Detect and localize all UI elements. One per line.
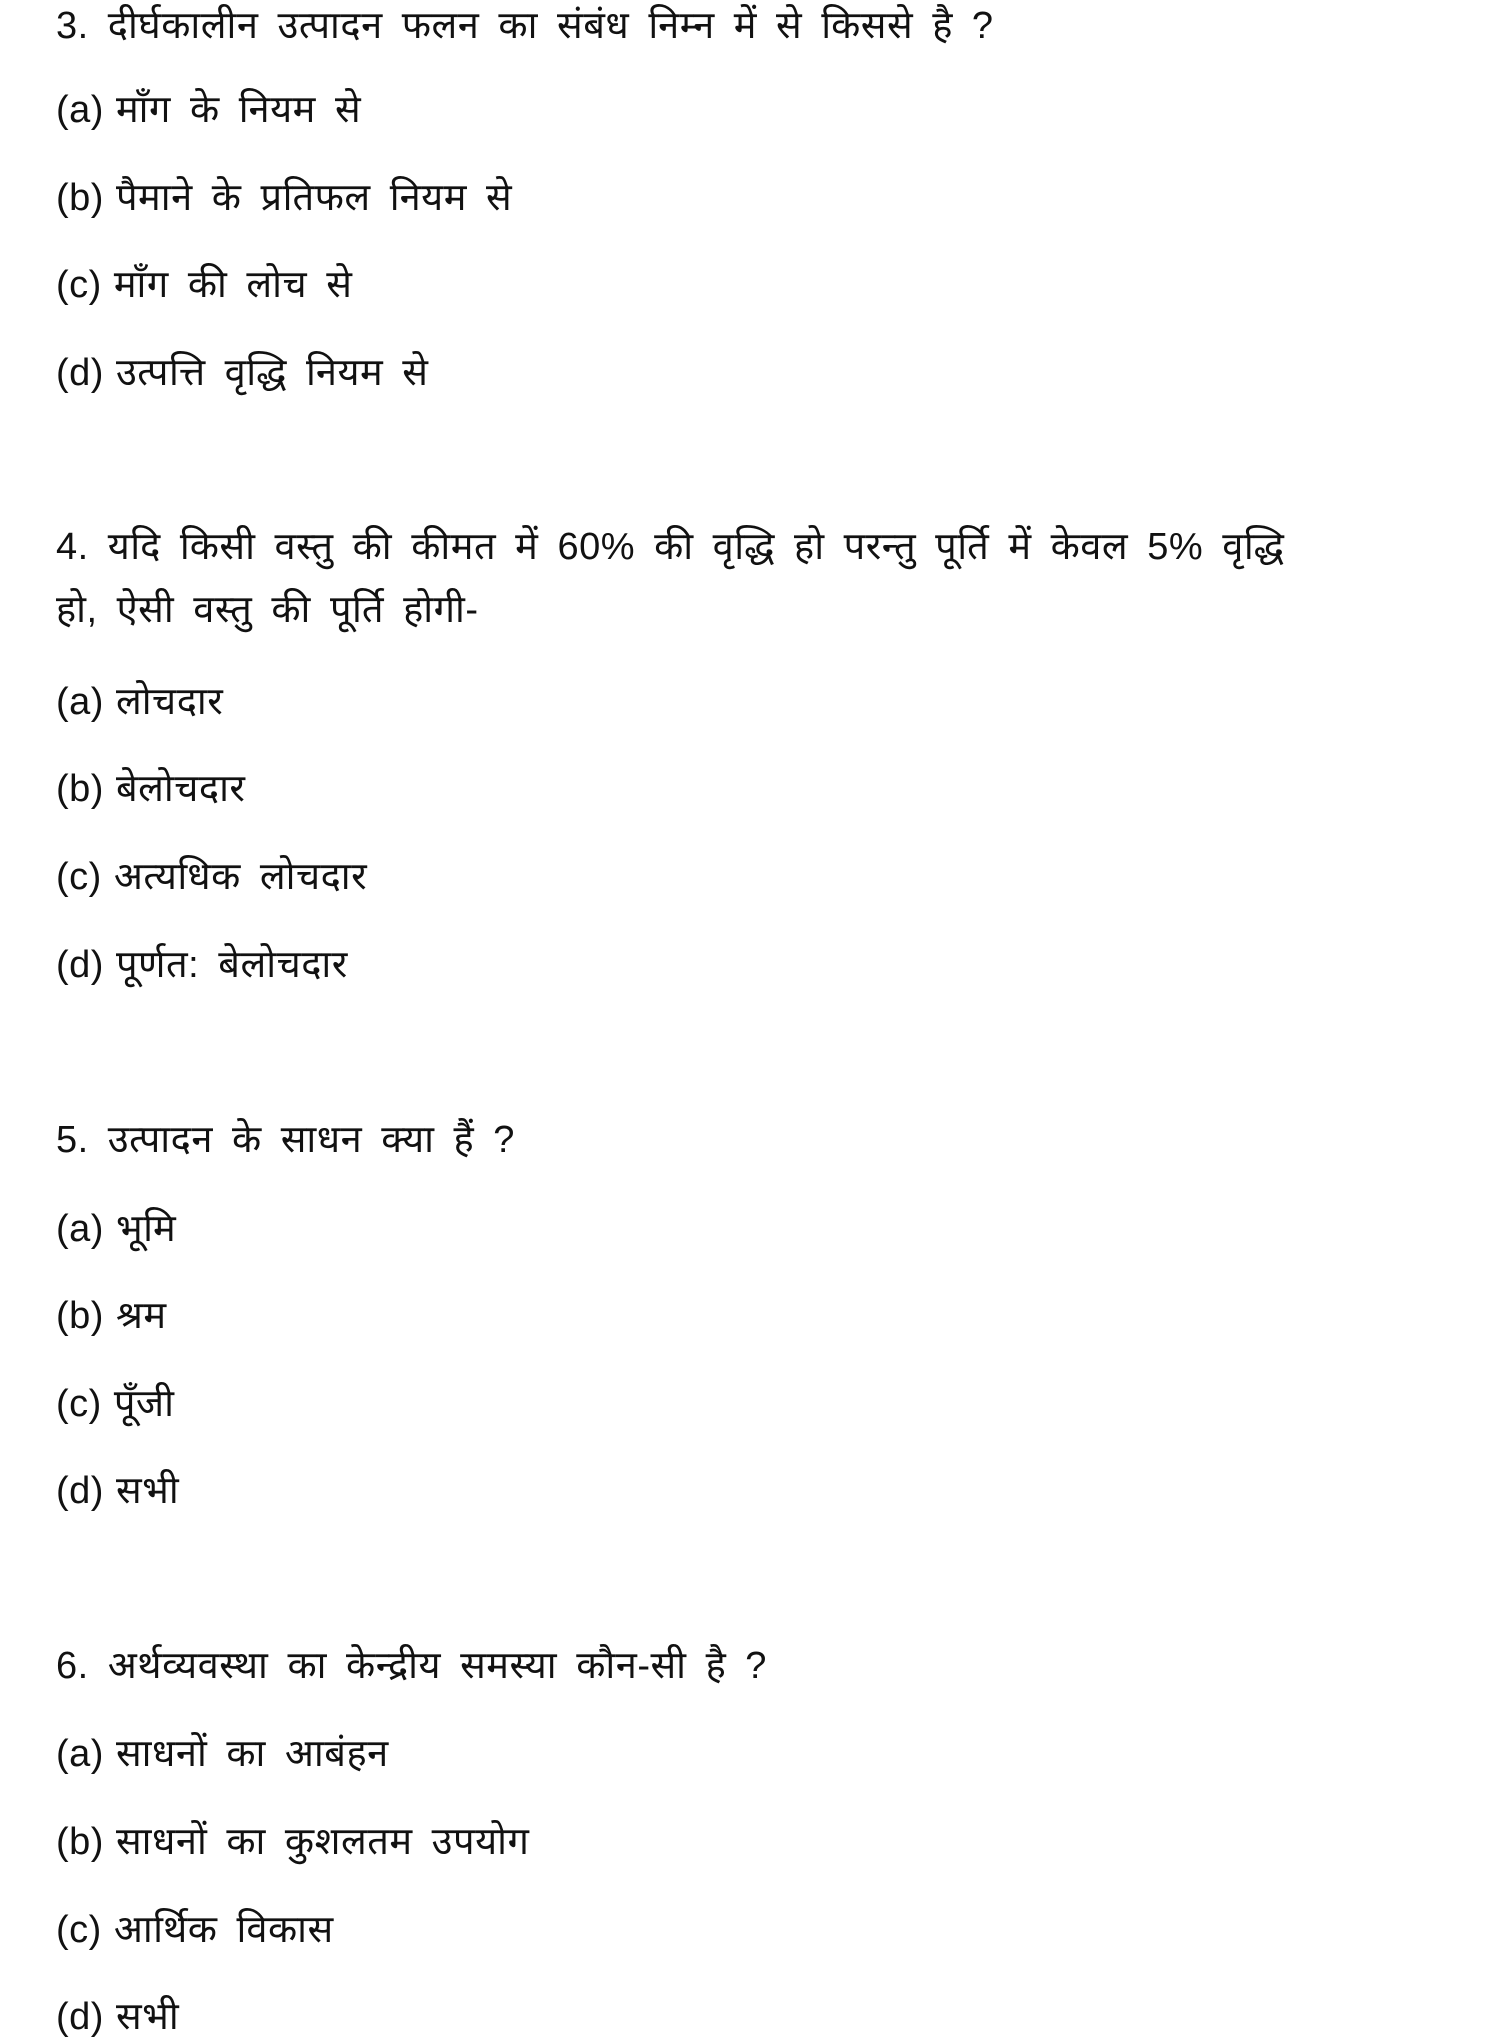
question-4-text [56,525,1285,569]
option-text: आर्थिक विकास [113,1909,334,1951]
option-label: (d) [56,1470,104,1512]
question-number: 3. [56,5,89,47]
option-text: भूमि [115,1208,177,1250]
question-number: 6. [56,1645,89,1687]
question-number: 5. [56,1119,89,1161]
option-label: (c) [56,856,102,898]
option-label: (b) [56,1295,104,1337]
question-5-option-c [56,1382,174,1426]
option-text: बेलोचदार [115,768,246,810]
question-4-option-b [56,767,245,811]
option-text: पूँजी [113,1383,175,1425]
option-text: अत्यधिक लोचदार [113,856,368,898]
option-text: सभी [115,1996,180,2038]
option-text: साधनों का कुशलतम उपयोग [115,1821,530,1863]
question-6-option-b [56,1820,529,1864]
option-text: लोचदार [115,681,224,723]
question-6-option-d [56,1995,179,2039]
question-3-option-a [56,88,361,132]
question-4-option-d [56,943,348,987]
question-5-text [56,1118,515,1162]
question-text: अर्थव्यवस्था का केन्द्रीय समस्या कौन-सी है ? [107,1645,767,1687]
option-label: (d) [56,352,104,394]
option-label: (d) [56,944,104,986]
question-text: दीर्घकालीन उत्पादन फलन का संबंध निम्न में से किससे है ? [107,5,994,47]
option-label: (c) [56,1909,102,1951]
question-text: हो, ऐसी वस्तु की पूर्ति होगी- [56,589,479,631]
question-4-text-line-2 [56,588,479,632]
option-text: उत्पत्ति वृद्धि नियम से [115,352,429,394]
question-3-option-b [56,176,512,220]
question-6-option-c [56,1908,334,1952]
question-5-option-d [56,1469,179,1513]
option-text: पैमाने के प्रतिफल नियम से [115,177,513,219]
question-3-text [56,4,994,48]
question-3-option-d [56,351,428,395]
question-text: यदि किसी वस्तु की कीमत में 60% की वृद्धि हो परन्तु पूर्ति में केवल 5% वृद्धि [107,526,1285,568]
option-label: (a) [56,681,104,723]
option-label: (b) [56,768,104,810]
question-number: 4. [56,526,89,568]
option-label: (a) [56,89,104,131]
question-text: उत्पादन के साधन क्या हैं ? [107,1119,515,1161]
question-4-option-c [56,855,367,899]
question-4-option-a [56,680,223,724]
option-text: माँग की लोच से [113,264,353,306]
question-5-option-a [56,1207,176,1251]
option-label: (a) [56,1733,104,1775]
option-label: (c) [56,1383,102,1425]
option-label: (b) [56,177,104,219]
question-6-text [56,1644,767,1688]
option-label: (d) [56,1996,104,2038]
option-text: श्रम [115,1295,167,1337]
question-6-option-a [56,1732,389,1776]
option-text: माँग के नियम से [115,89,362,131]
question-3-option-c [56,263,352,307]
option-label: (c) [56,264,102,306]
option-text: पूर्णत: बेलोचदार [115,944,348,986]
option-label: (b) [56,1821,104,1863]
option-label: (a) [56,1208,104,1250]
option-text: साधनों का आबंहन [115,1733,389,1775]
question-5-option-b [56,1294,167,1338]
option-text: सभी [115,1470,180,1512]
